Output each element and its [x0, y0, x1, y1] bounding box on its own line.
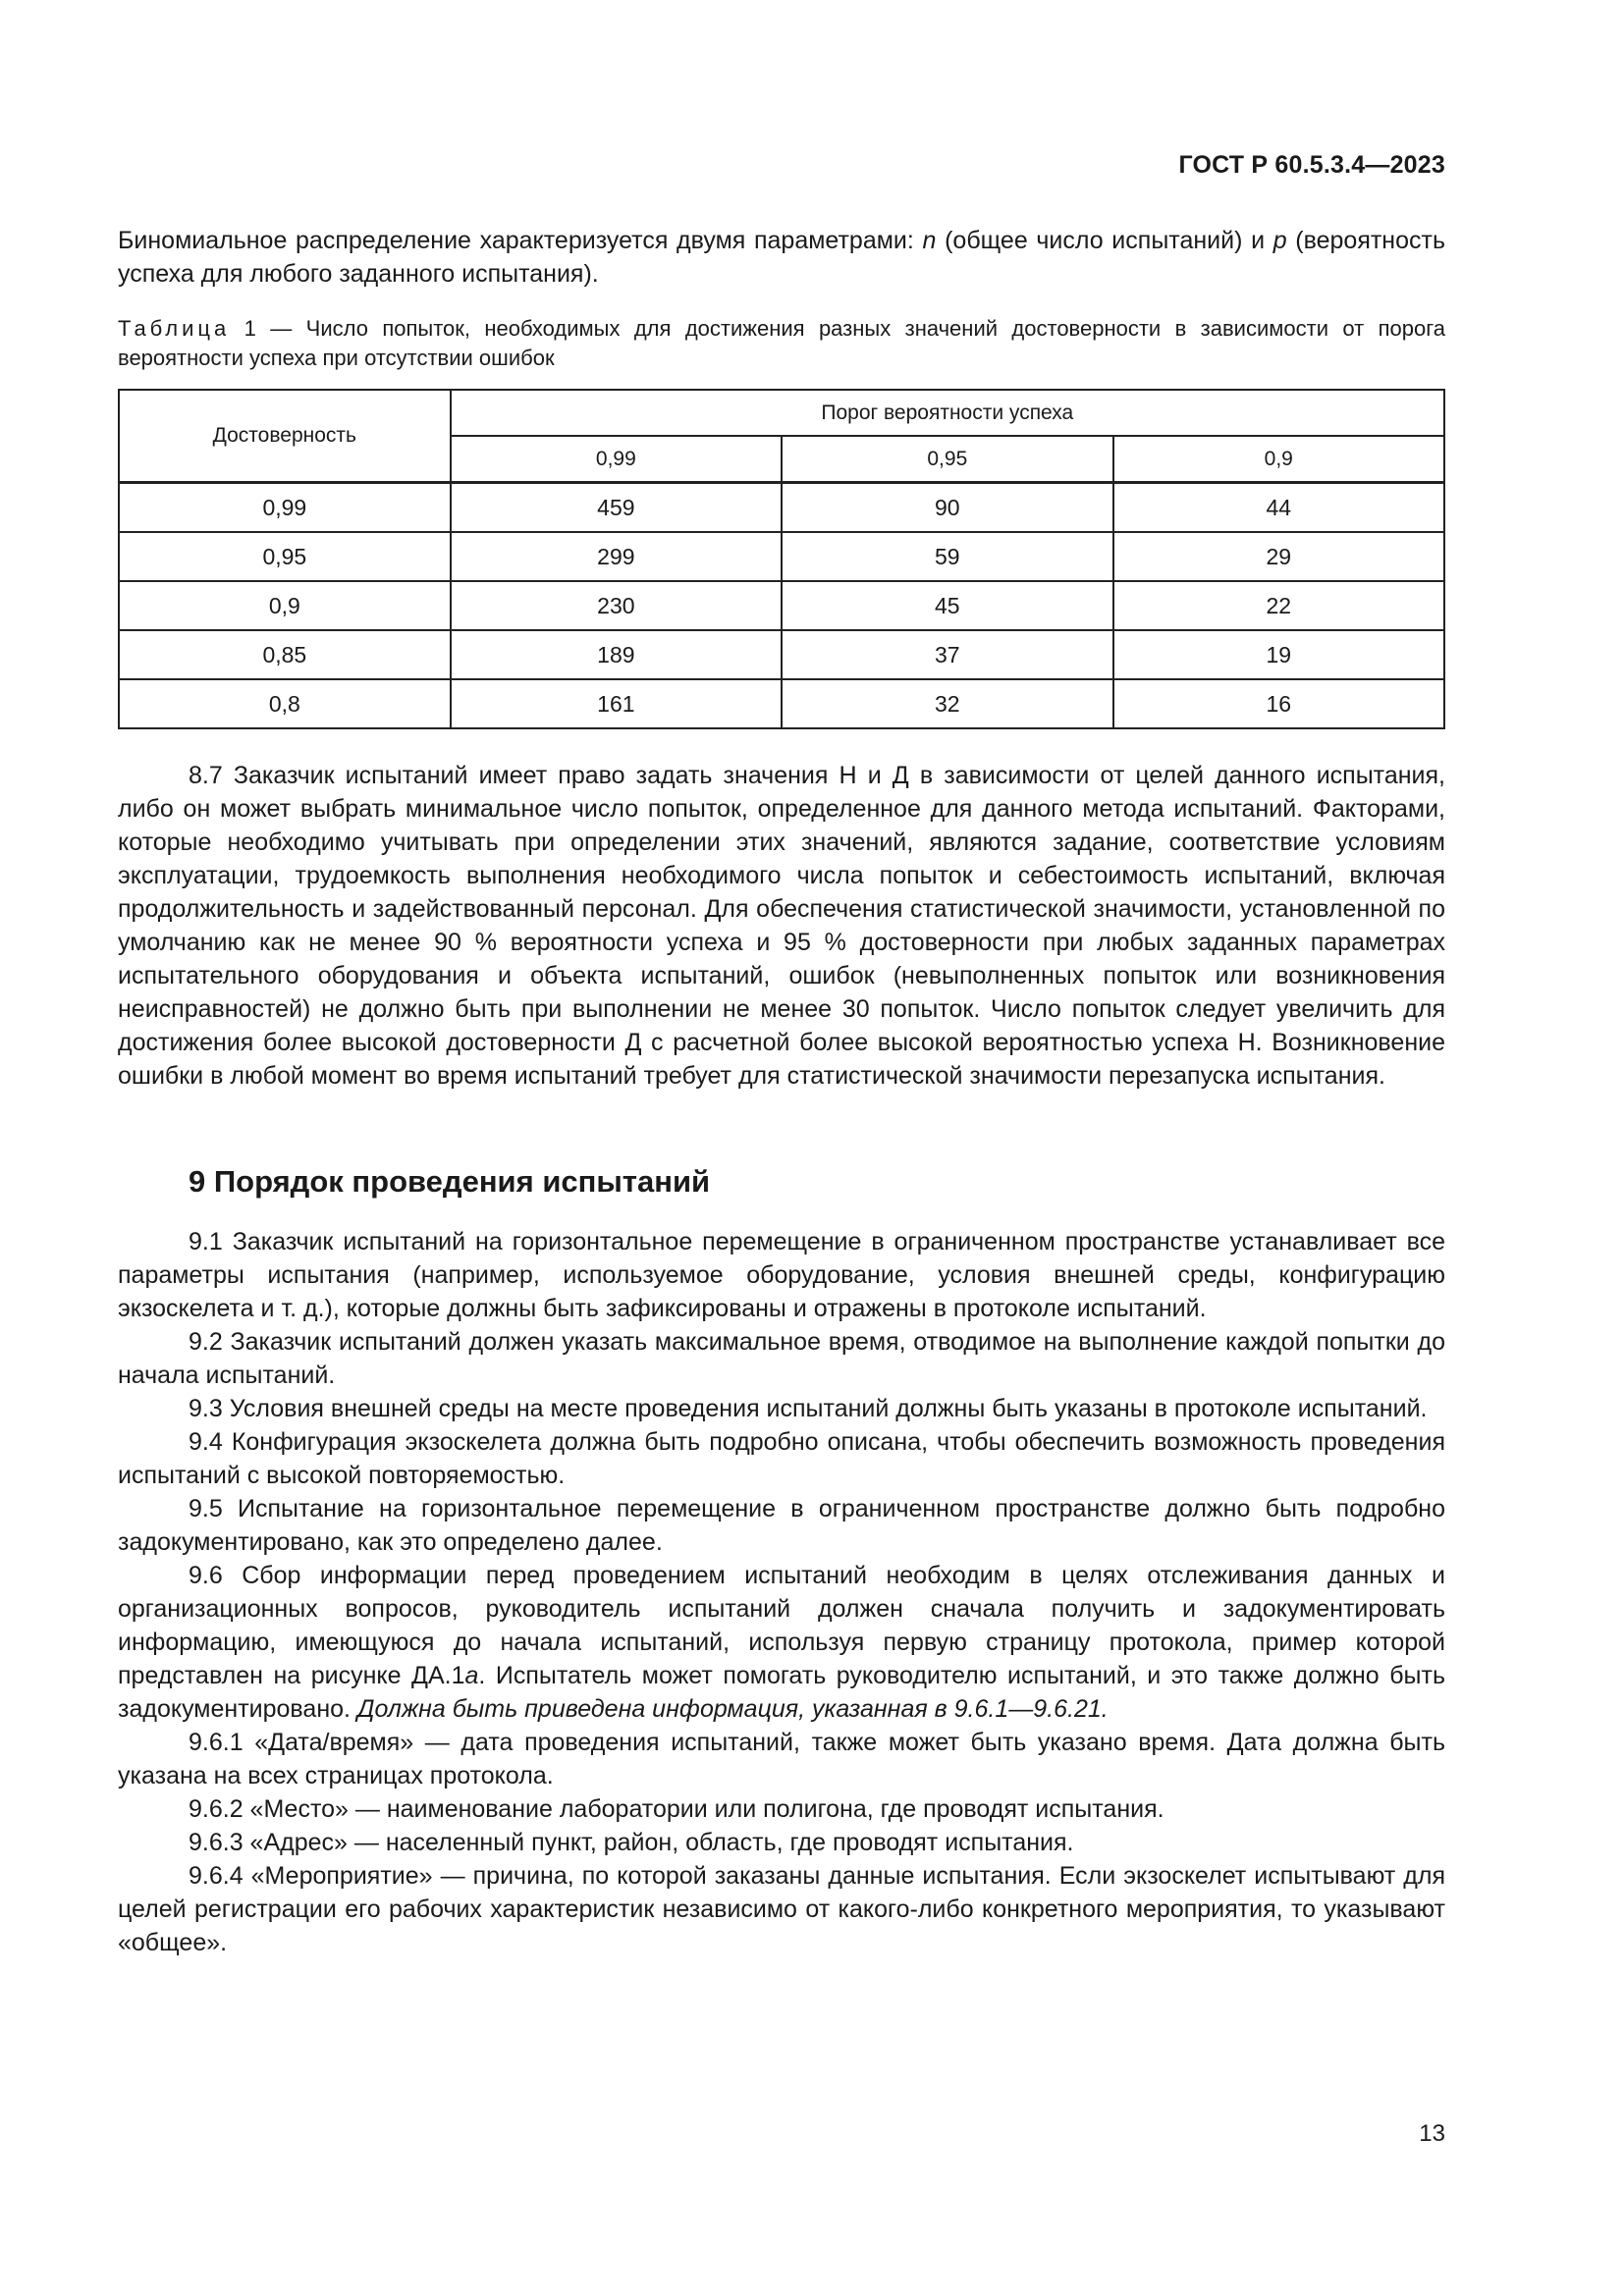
- reliability-cell: 0,9: [119, 581, 451, 630]
- paragraph-8-7: 8.7 Заказчик испытаний имеет право задать значения Н и Д в зависимости от целей данного испытания, либо он может выбрать минимальное число попыток, определенное для данного метода испытаний. Факторами, которые необходимо учитывать при определении этих значений, являются задание, соответствие условиям эксплуатации, трудоемкость выполнения необходимого числа попыток и себестоимость испытаний, включая продолжительность и задействованный персонал. Для обеспечения статистической значимости, установленной по умолчанию как не менее 90 % вероятности успеха и 95 % достоверности при любых заданных параметрах испытательного оборудования и объекта испытаний, ошибок (невыполненных попыток или возникновения неисправностей) не должно быть при выполнении не менее 30 попыток. Число попыток следует увеличить для достижения более высокой достоверности Д с расчетной более высокой вероятностью успеха Н. Возникновение ошибки в любой момент во время испытаний требует для статистической значимости перезапуска испытания.: [118, 762, 1445, 1090]
- figure-letter: а: [464, 1662, 479, 1689]
- value-cell: 230: [451, 581, 782, 630]
- group-header-threshold: Порог вероятности успеха: [451, 390, 1444, 436]
- paragraph-9-3: 9.3 Условия внешней среды на месте проведения испытаний должны быть указаны в протоколе испытаний.: [189, 1395, 1428, 1422]
- table-row: [119, 483, 1444, 533]
- threshold-header: 0,99: [451, 436, 782, 483]
- paragraph-9-6-1: 9.6.1 «Дата/время» — дата проведения испытаний, также может быть указано время. Дата должна быть указана на всех страницах протокола.: [118, 1729, 1445, 1789]
- table-caption: [118, 314, 1445, 373]
- paragraph-9-1: 9.1 Заказчик испытаний на горизонтальное перемещение в ограниченном пространстве устанавливает все параметры испытания (например, используемое оборудование, условия внешней среды, конфигурацию экзоскелета и т. д.), которые должны быть зафиксированы и отражены в протоколе испытаний.: [118, 1228, 1445, 1322]
- intro-text-1: Биномиальное распределение характеризуется двумя параметрами:: [118, 227, 923, 254]
- value-cell: 189: [451, 630, 782, 679]
- table-caption-label: Таблица: [118, 316, 231, 341]
- reliability-cell: 0,8: [119, 679, 451, 728]
- table-row: [119, 679, 1444, 728]
- reliability-cell: 0,99: [119, 483, 451, 533]
- value-cell: 299: [451, 532, 782, 581]
- value-cell: 59: [782, 532, 1112, 581]
- reliability-cell: 0,85: [119, 630, 451, 679]
- intro-text-3: (вероятность успеха для любого заданного испытания).: [118, 227, 1445, 288]
- value-cell: 37: [782, 630, 1112, 679]
- intro-text-2: (общее число испытаний) и: [936, 227, 1273, 254]
- value-cell: 44: [1113, 483, 1444, 533]
- paragraph-9-6: [118, 1559, 1445, 1726]
- page-number: 13: [1419, 2120, 1445, 2147]
- threshold-header: 0,95: [782, 436, 1112, 483]
- intro-paragraph: [118, 224, 1445, 291]
- row-header-reliability: Достоверность: [119, 390, 451, 483]
- section-9-title: 9 Порядок проведения испытаний: [189, 1164, 711, 1199]
- value-cell: 32: [782, 679, 1112, 728]
- value-cell: 90: [782, 483, 1112, 533]
- attempts-table: [118, 389, 1445, 729]
- paragraph-9-4: 9.4 Конфигурация экзоскелета должна быть подробно описана, чтобы обеспечить возможность проведения испытаний с высокой повторяемостью.: [118, 1428, 1445, 1489]
- table-row: [119, 581, 1444, 630]
- paragraph-9-6-2: 9.6.2 «Место» — наименование лаборатории или полигона, где проводят испытания.: [189, 1795, 1164, 1823]
- value-cell: 459: [451, 483, 782, 533]
- value-cell: 22: [1113, 581, 1444, 630]
- paragraph-9-6-text: 9.6 Сбор информации перед проведением испытаний необходим в целях отслеживания данных и организационных вопросов, руководитель испытаний должен сначала получить и задокументировать информацию, имеющуюся до начала испытаний, используя первую страницу протокола, пример которой представлен на рисунке ДА.1: [118, 1562, 1445, 1689]
- paragraph-9-6-3: 9.6.3 «Адрес» — населенный пункт, район, область, где проводят испытания.: [189, 1829, 1074, 1856]
- value-cell: 29: [1113, 532, 1444, 581]
- paragraph-9-6-4: 9.6.4 «Мероприятие» — причина, по которой заказаны данные испытания. Если экзоскелет испытывают для целей регистрации его рабочих характеристик независимо от какого-либо конкретного мероприятия, то указывают «общее».: [118, 1862, 1445, 1956]
- value-cell: 19: [1113, 630, 1444, 679]
- table-caption-text: 1 — Число попыток, необходимых для достижения разных значений достоверности в зависимости от порога вероятности успеха при отсутствии ошибок: [118, 316, 1445, 370]
- section-9-body: [118, 1225, 1445, 1959]
- table-row: [119, 532, 1444, 581]
- paragraph-9-6-italic: Должна быть приведена информация, указанная в 9.6.1—9.6.21.: [356, 1695, 1109, 1723]
- reliability-cell: 0,95: [119, 532, 451, 581]
- paragraph-9-6-text-2: . Испытатель может помогать руководителю испытаний, и это также должно быть задокументировано.: [118, 1662, 1445, 1723]
- value-cell: 45: [782, 581, 1112, 630]
- document-code: ГОСТ Р 60.5.3.4—2023: [1178, 151, 1445, 179]
- param-p: p: [1272, 227, 1287, 254]
- value-cell: 161: [451, 679, 782, 728]
- value-cell: 16: [1113, 679, 1444, 728]
- section-8-7: [118, 759, 1445, 1093]
- table-row: [119, 630, 1444, 679]
- paragraph-9-2: 9.2 Заказчик испытаний должен указать максимальное время, отводимое на выполнение каждой попытки до начала испытаний.: [118, 1328, 1445, 1389]
- threshold-header: 0,9: [1113, 436, 1444, 483]
- paragraph-9-5: 9.5 Испытание на горизонтальное перемещение в ограниченном пространстве должно быть подробно задокументировано, как это определено далее.: [118, 1495, 1445, 1556]
- param-n: n: [922, 227, 937, 254]
